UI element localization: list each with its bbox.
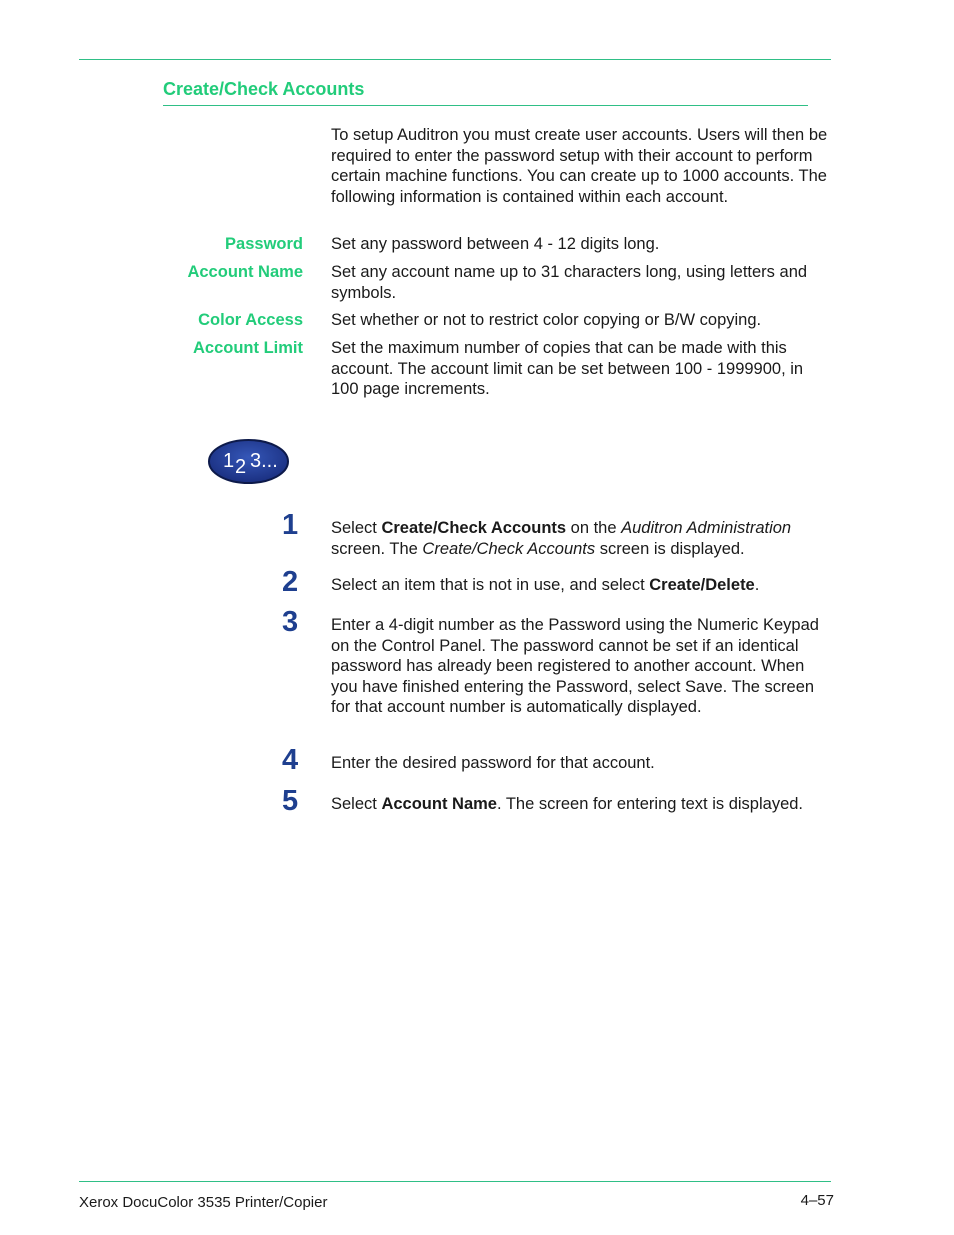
footer-product-name: Xerox DocuColor 3535 Printer/Copier [79, 1194, 328, 1211]
header-rule [79, 59, 831, 60]
definition-term-password: Password [225, 235, 303, 253]
intro-paragraph: To setup Auditron you must create user accounts. Users will then be required to enter the password setup with their account to perform certain machine functions. You can create up to 1000 accounts. The following information is contained within each account. [331, 126, 828, 206]
badge-label-1: 1 [223, 450, 235, 472]
section-title-rule [163, 105, 808, 106]
definition-text-account-limit: Set the maximum number of copies that can be made with this account. The account limit can be set between 100 - 1999900, in 100 page increments. [331, 339, 804, 398]
definition-term-account-name: Account Name [187, 263, 303, 281]
step-text-4: Enter the desired password for that account. [331, 754, 655, 772]
definition-term-color-access: Color Access [198, 311, 303, 329]
footer-page-number: 4–57 [800, 1192, 834, 1209]
step-text-1: Select Create/Check Accounts on the Auditron Administration screen. The Create/Check Accounts screen is displayed. [331, 519, 792, 558]
steps-badge-icon [208, 439, 289, 484]
step-text-2: Select an item that is not in use, and select Create/Delete. [331, 576, 760, 594]
definition-text-color-access: Set whether or not to restrict color copying or B/W copying. [331, 311, 762, 329]
step-number-5: 5 [282, 785, 299, 817]
badge-label-2: 2 [235, 456, 247, 478]
step-text-3: Enter a 4-digit number as the Password using the Numeric Keypad on the Control Panel. The password cannot be set if an identical password has already been registered to another account. When you have finished entering the Password, select Save. The screen for that account number is automatically displayed. [331, 616, 819, 716]
step-number-1: 1 [282, 509, 299, 541]
step-number-4: 4 [282, 744, 299, 776]
step-number-2: 2 [282, 566, 299, 598]
section-title: Create/Check Accounts [163, 79, 365, 99]
definition-text-password: Set any password between 4 - 12 digits long. [331, 235, 660, 253]
footer-rule [79, 1181, 831, 1182]
badge-label-3: 3... [250, 450, 278, 472]
definition-text-account-name: Set any account name up to 31 characters long, using letters and symbols. [331, 263, 808, 302]
step-number-3: 3 [282, 606, 299, 638]
definition-term-account-limit: Account Limit [193, 339, 303, 357]
step-text-5: Select Account Name. The screen for entering text is displayed. [331, 795, 804, 813]
